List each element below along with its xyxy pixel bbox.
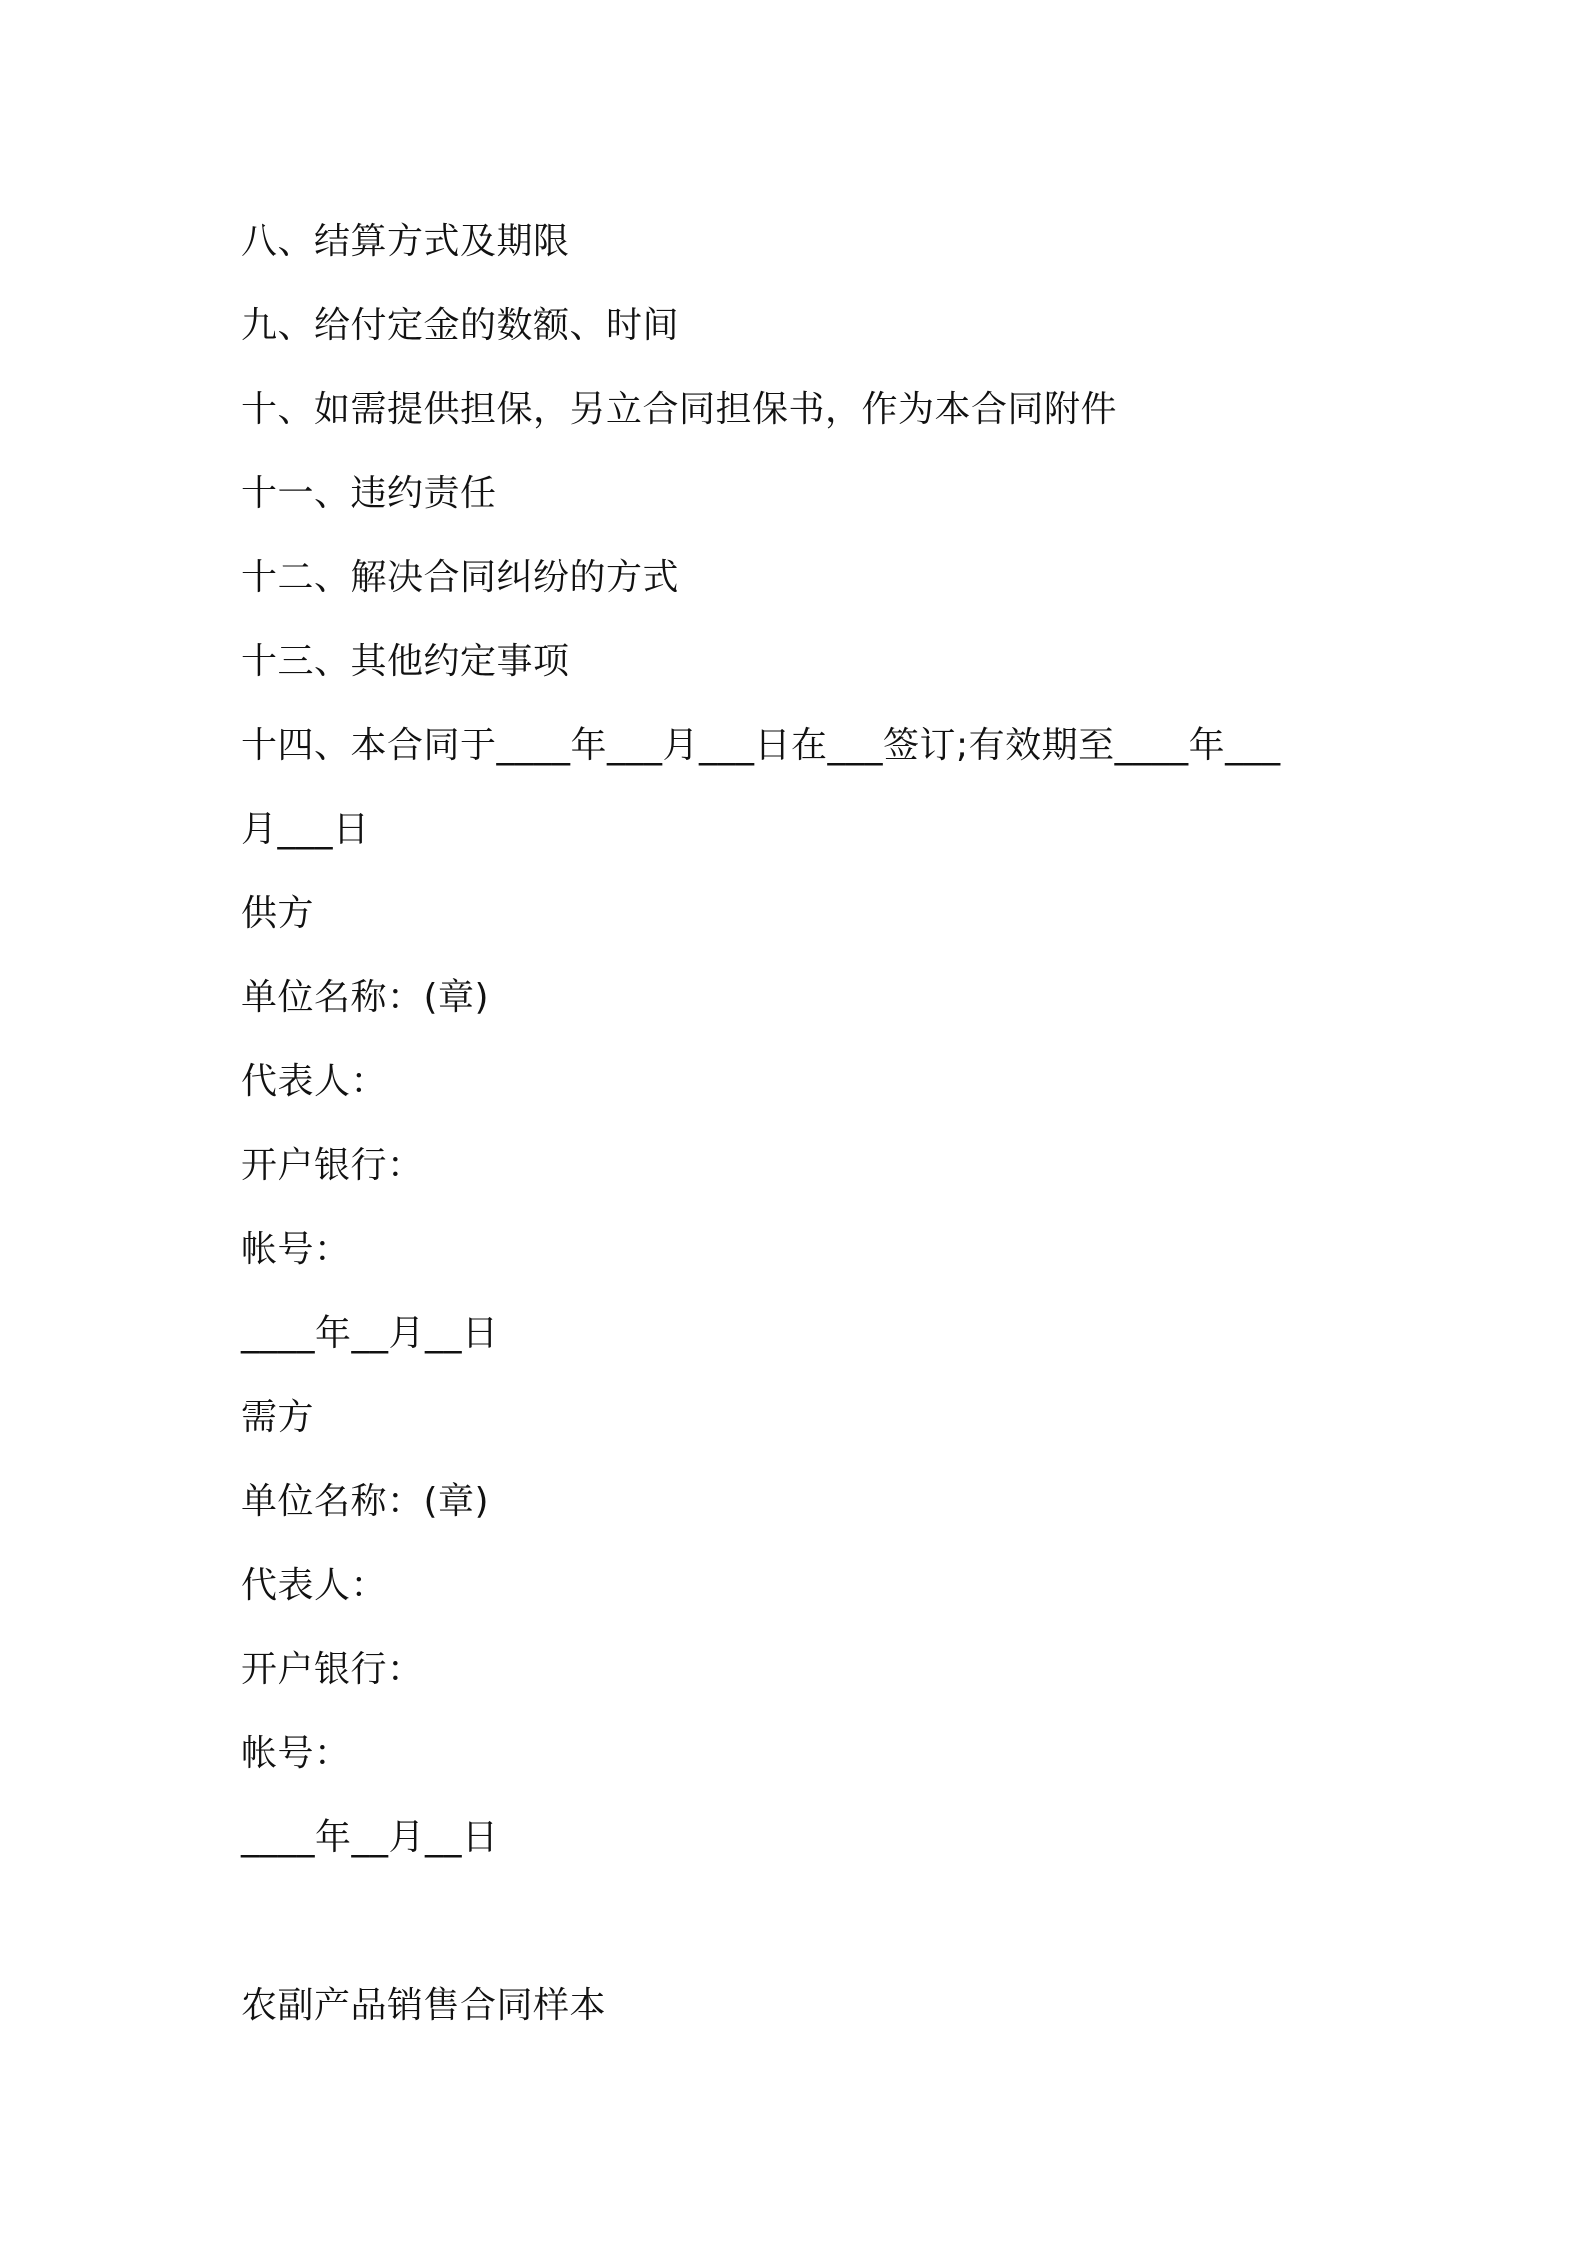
buyer-representative: 代表人： xyxy=(241,1565,388,1606)
next-document-title: 农副产品销售合同样本 xyxy=(241,1985,607,2026)
section-spacer xyxy=(241,1880,1391,1964)
clause-10: 十、如需提供担保，另立合同担保书，作为本合同附件 xyxy=(241,389,1118,430)
clause-14-continued: 月___日 xyxy=(241,809,370,850)
clause-12: 十二、解决合同纠纷的方式 xyxy=(241,557,680,598)
clause-14: 十四、本合同于____年___月___日在___签订;有效期至____年___ xyxy=(241,725,1281,766)
supplier-signature-block xyxy=(241,872,1391,1376)
clause-11: 十一、违约责任 xyxy=(241,473,497,514)
document-body xyxy=(241,200,1391,2048)
buyer-date: ____年__月__日 xyxy=(241,1817,499,1858)
buyer-unit-name: 单位名称：(章) xyxy=(241,1481,490,1522)
supplier-date: ____年__月__日 xyxy=(241,1313,499,1354)
supplier-bank: 开户银行： xyxy=(241,1145,424,1186)
supplier-account: 帐号： xyxy=(241,1229,351,1270)
clause-13: 十三、其他约定事项 xyxy=(241,641,570,682)
buyer-account: 帐号： xyxy=(241,1733,351,1774)
clause-8: 八、结算方式及期限 xyxy=(241,221,570,262)
clause-9: 九、给付定金的数额、时间 xyxy=(241,305,680,346)
buyer-signature-block xyxy=(241,1376,1391,1880)
supplier-heading: 供方 xyxy=(241,893,315,934)
supplier-unit-name: 单位名称：(章) xyxy=(241,977,490,1018)
buyer-bank: 开户银行： xyxy=(241,1649,424,1690)
buyer-heading: 需方 xyxy=(241,1397,315,1438)
supplier-representative: 代表人： xyxy=(241,1061,388,1102)
